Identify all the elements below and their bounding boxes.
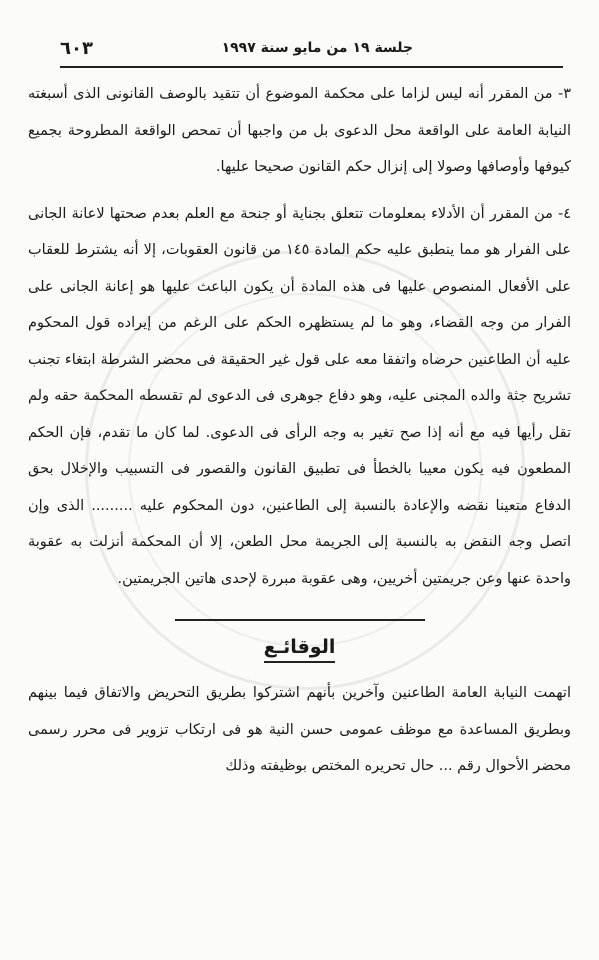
paragraph-3: ٣- من المقرر أنه ليس لزاما على محكمة الموضوع أن تتقيد بالوصف القانونى الذى أسبغته النيابة العامة على الواقعة محل الدعوى بل من واجبها أن تمحص الواقعة المطروحة بجميع كيوفها وأوصافها وصولا إلى إنزال حكم القانون صحيحا عليها. bbox=[28, 86, 571, 175]
page-header bbox=[60, 38, 563, 68]
header-rule bbox=[60, 66, 563, 68]
facts-paragraph: اتهمت النيابة العامة الطاعنين وآخرين بأنهم اشتركوا بطريق التحريض والاتفاق فيما بينهم وبطريق المساعدة مع موظف عمومى حسن النية هو فى ارتكاب تزوير فى محرر رسمى محضر الأحوال رقم ... حال تحريره المختص بوظيفته وذلك bbox=[28, 685, 571, 774]
header-title: جلسة ١٩ من مايو سنة ١٩٩٧ bbox=[221, 40, 413, 56]
paragraph-4: ٤- من المقرر أن الأدلاء بمعلومات تتعلق بجناية أو جنحة مع العلم بعدم صحتها لاعانة الجانى على الفرار هو مما ينطبق عليه حكم المادة ١٤٥ من قانون العقوبات، إلا أنه يشترط للعقاب على الأفعال المنصوص عليها فى هذه المادة أن يكون الباعث عليها هو إعانة الجانى على الفرار من وجه القضاء، وهو ما لم يستظهره الحكم على الرغم من إيراده قول المحكوم عليه أن الطاعنين حرضاه واتفقا معه على قول غير الحقيقة فى محضر الشرطة ابتغاء تجنب تشريح جثة والده المجنى عليه، وهو دفاع جوهرى فى الدعوى لم تقسطه المحكمة حقه ولم تقل رأيها فيه مع أنه إذا صح تغير به وجه الرأى فى الدعوى. لما كان ما تقدم، فإن الحكم المطعون فيه يكون معيبا بالخطأ فى تطبيق القانون والقصور فى التسبيب والإخلال بحق الدفاع متعينا نقضه والإعادة بالنسبة إلى الطاعنين، دون المحكوم عليه ......... الذى وإن اتصل وجه النقض به بالنسبة إلى الجريمة محل الطعن، إلا أن المحكمة أنزلت به عقوبة واحدة عنها وعن جريمتين أخريين، وهى عقوبة مبررة لإحدى هاتين الجريمتين. bbox=[28, 205, 571, 587]
page-number: ٦٠٣ bbox=[60, 38, 93, 59]
page-body bbox=[28, 76, 571, 785]
section-divider bbox=[175, 619, 425, 621]
section-heading-text: الوقائـع bbox=[264, 633, 336, 663]
section-heading bbox=[28, 629, 571, 665]
